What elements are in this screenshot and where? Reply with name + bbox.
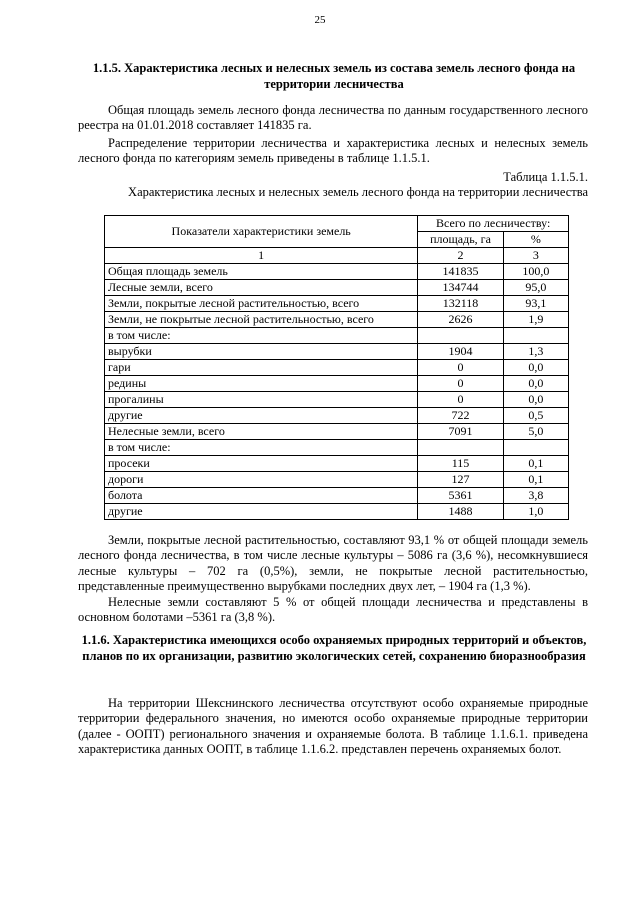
cell-area: 1904 [418,344,503,360]
header-percent: % [503,232,568,248]
header-total: Всего по лесничеству: [418,216,569,232]
heading-line-2: территории лесничества [264,77,404,91]
cell-percent: 0,0 [503,392,568,408]
table-row [105,392,569,408]
table-row [105,504,569,520]
column-number: 3 [503,248,568,264]
cell-indicator: Земли, не покрытые лесной растительностью, всего [105,312,418,328]
cell-percent: 1,0 [503,504,568,520]
cell-percent: 93,1 [503,296,568,312]
cell-area [418,328,503,344]
cell-indicator: Нелесные земли, всего [105,424,418,440]
cell-indicator: болота [105,488,418,504]
cell-indicator: гари [105,360,418,376]
table-row [105,456,569,472]
table-row [105,408,569,424]
cell-indicator: другие [105,408,418,424]
cell-area: 0 [418,392,503,408]
cell-indicator: редины [105,376,418,392]
cell-indicator: прогалины [105,392,418,408]
header-indicator: Показатели характеристики земель [105,216,418,248]
table-row [105,424,569,440]
table-row [105,440,569,456]
land-characteristics-table [104,215,569,520]
cell-indicator: в том числе: [105,440,418,456]
page-number: 25 [314,14,326,26]
cell-percent: 3,8 [503,488,568,504]
table-row [105,376,569,392]
cell-area: 115 [418,456,503,472]
cell-percent: 0,1 [503,472,568,488]
cell-area [418,440,503,456]
table-row [105,344,569,360]
paragraph-distribution: Распределение территории лесничества и характеристика лесных и нелесных земель лесного фонда по категориям земель приведены в таблице 1.1.5.1. [78,136,588,166]
cell-indicator: другие [105,504,418,520]
paragraph-protected-areas: На территории Шекснинского лесничества отсутствуют особо охраняемые природные территории федерального значения, но имеются особо охраняемые природные территории (далее - ООПТ) регионального значения и охраняемые болота. В таблице 1.1.6.1. приведена характеристика данных ООПТ, в таблице 1.1.6.2. представлен перечень охраняемых болот. [78,696,588,757]
header-area: площадь, га [418,232,503,248]
cell-percent: 0,0 [503,360,568,376]
table-row [105,328,569,344]
cell-percent: 5,0 [503,424,568,440]
cell-area: 132118 [418,296,503,312]
paragraph-total-area: Общая площадь земель лесного фонда лесничества по данным государственного лесного реестра на 01.01.2018 составляет 141835 га. [78,103,588,133]
cell-percent [503,328,568,344]
section-heading-1-1-5 [78,60,590,92]
table-row [105,280,569,296]
table-caption: Характеристика лесных и нелесных земель лесного фонда на территории лесничества [128,185,588,199]
cell-percent: 1,3 [503,344,568,360]
cell-area: 0 [418,360,503,376]
cell-area: 7091 [418,424,503,440]
paragraph-forested-lands: Земли, покрытые лесной растительностью, составляют 93,1 % от общей площади земель лесного фонда лесничества, в том числе лесные культуры – 5086 га (3,6 %), несомкнувшиеся лесные культуры – 702 га (0,5%), земли, не покрытые лесной растительностью, представленные преимущественно вырубками последних двух лет, – 1904 га (1,3 %). [78,533,588,594]
cell-indicator: Общая площадь земель [105,264,418,280]
section-heading-1-1-6: 1.1.6. Характеристика имеющихся особо охраняемых природных территорий и объектов, планов по их организации, развитию экологических сетей, сохранению биоразнообразия [81,633,587,663]
column-number: 1 [105,248,418,264]
cell-percent: 95,0 [503,280,568,296]
cell-indicator: вырубки [105,344,418,360]
cell-area: 141835 [418,264,503,280]
table-row [105,488,569,504]
cell-area: 127 [418,472,503,488]
cell-percent: 0,5 [503,408,568,424]
cell-percent: 100,0 [503,264,568,280]
table-row [105,296,569,312]
column-number: 2 [418,248,503,264]
table-row [105,264,569,280]
cell-area: 5361 [418,488,503,504]
cell-indicator: просеки [105,456,418,472]
cell-percent: 0,0 [503,376,568,392]
cell-area: 722 [418,408,503,424]
heading-line-1: 1.1.5. Характеристика лесных и нелесных земель из состава земель лесного фонда на [92,61,576,75]
cell-area: 2626 [418,312,503,328]
table-row [105,472,569,488]
cell-percent [503,440,568,456]
cell-area: 134744 [418,280,503,296]
cell-indicator: дороги [105,472,418,488]
table-row [105,312,569,328]
cell-percent: 1,9 [503,312,568,328]
cell-indicator: Лесные земли, всего [105,280,418,296]
table-body [105,264,569,520]
cell-percent: 0,1 [503,456,568,472]
cell-area: 1488 [418,504,503,520]
cell-indicator: в том числе: [105,328,418,344]
paragraph-nonforest-lands: Нелесные земли составляют 5 % от общей площади лесничества и представлены в основном болотами –5361 га (3,8 %). [78,595,588,625]
cell-area: 0 [418,376,503,392]
table-number: Таблица 1.1.5.1. [503,170,588,184]
cell-indicator: Земли, покрытые лесной растительностью, всего [105,296,418,312]
table-row [105,360,569,376]
